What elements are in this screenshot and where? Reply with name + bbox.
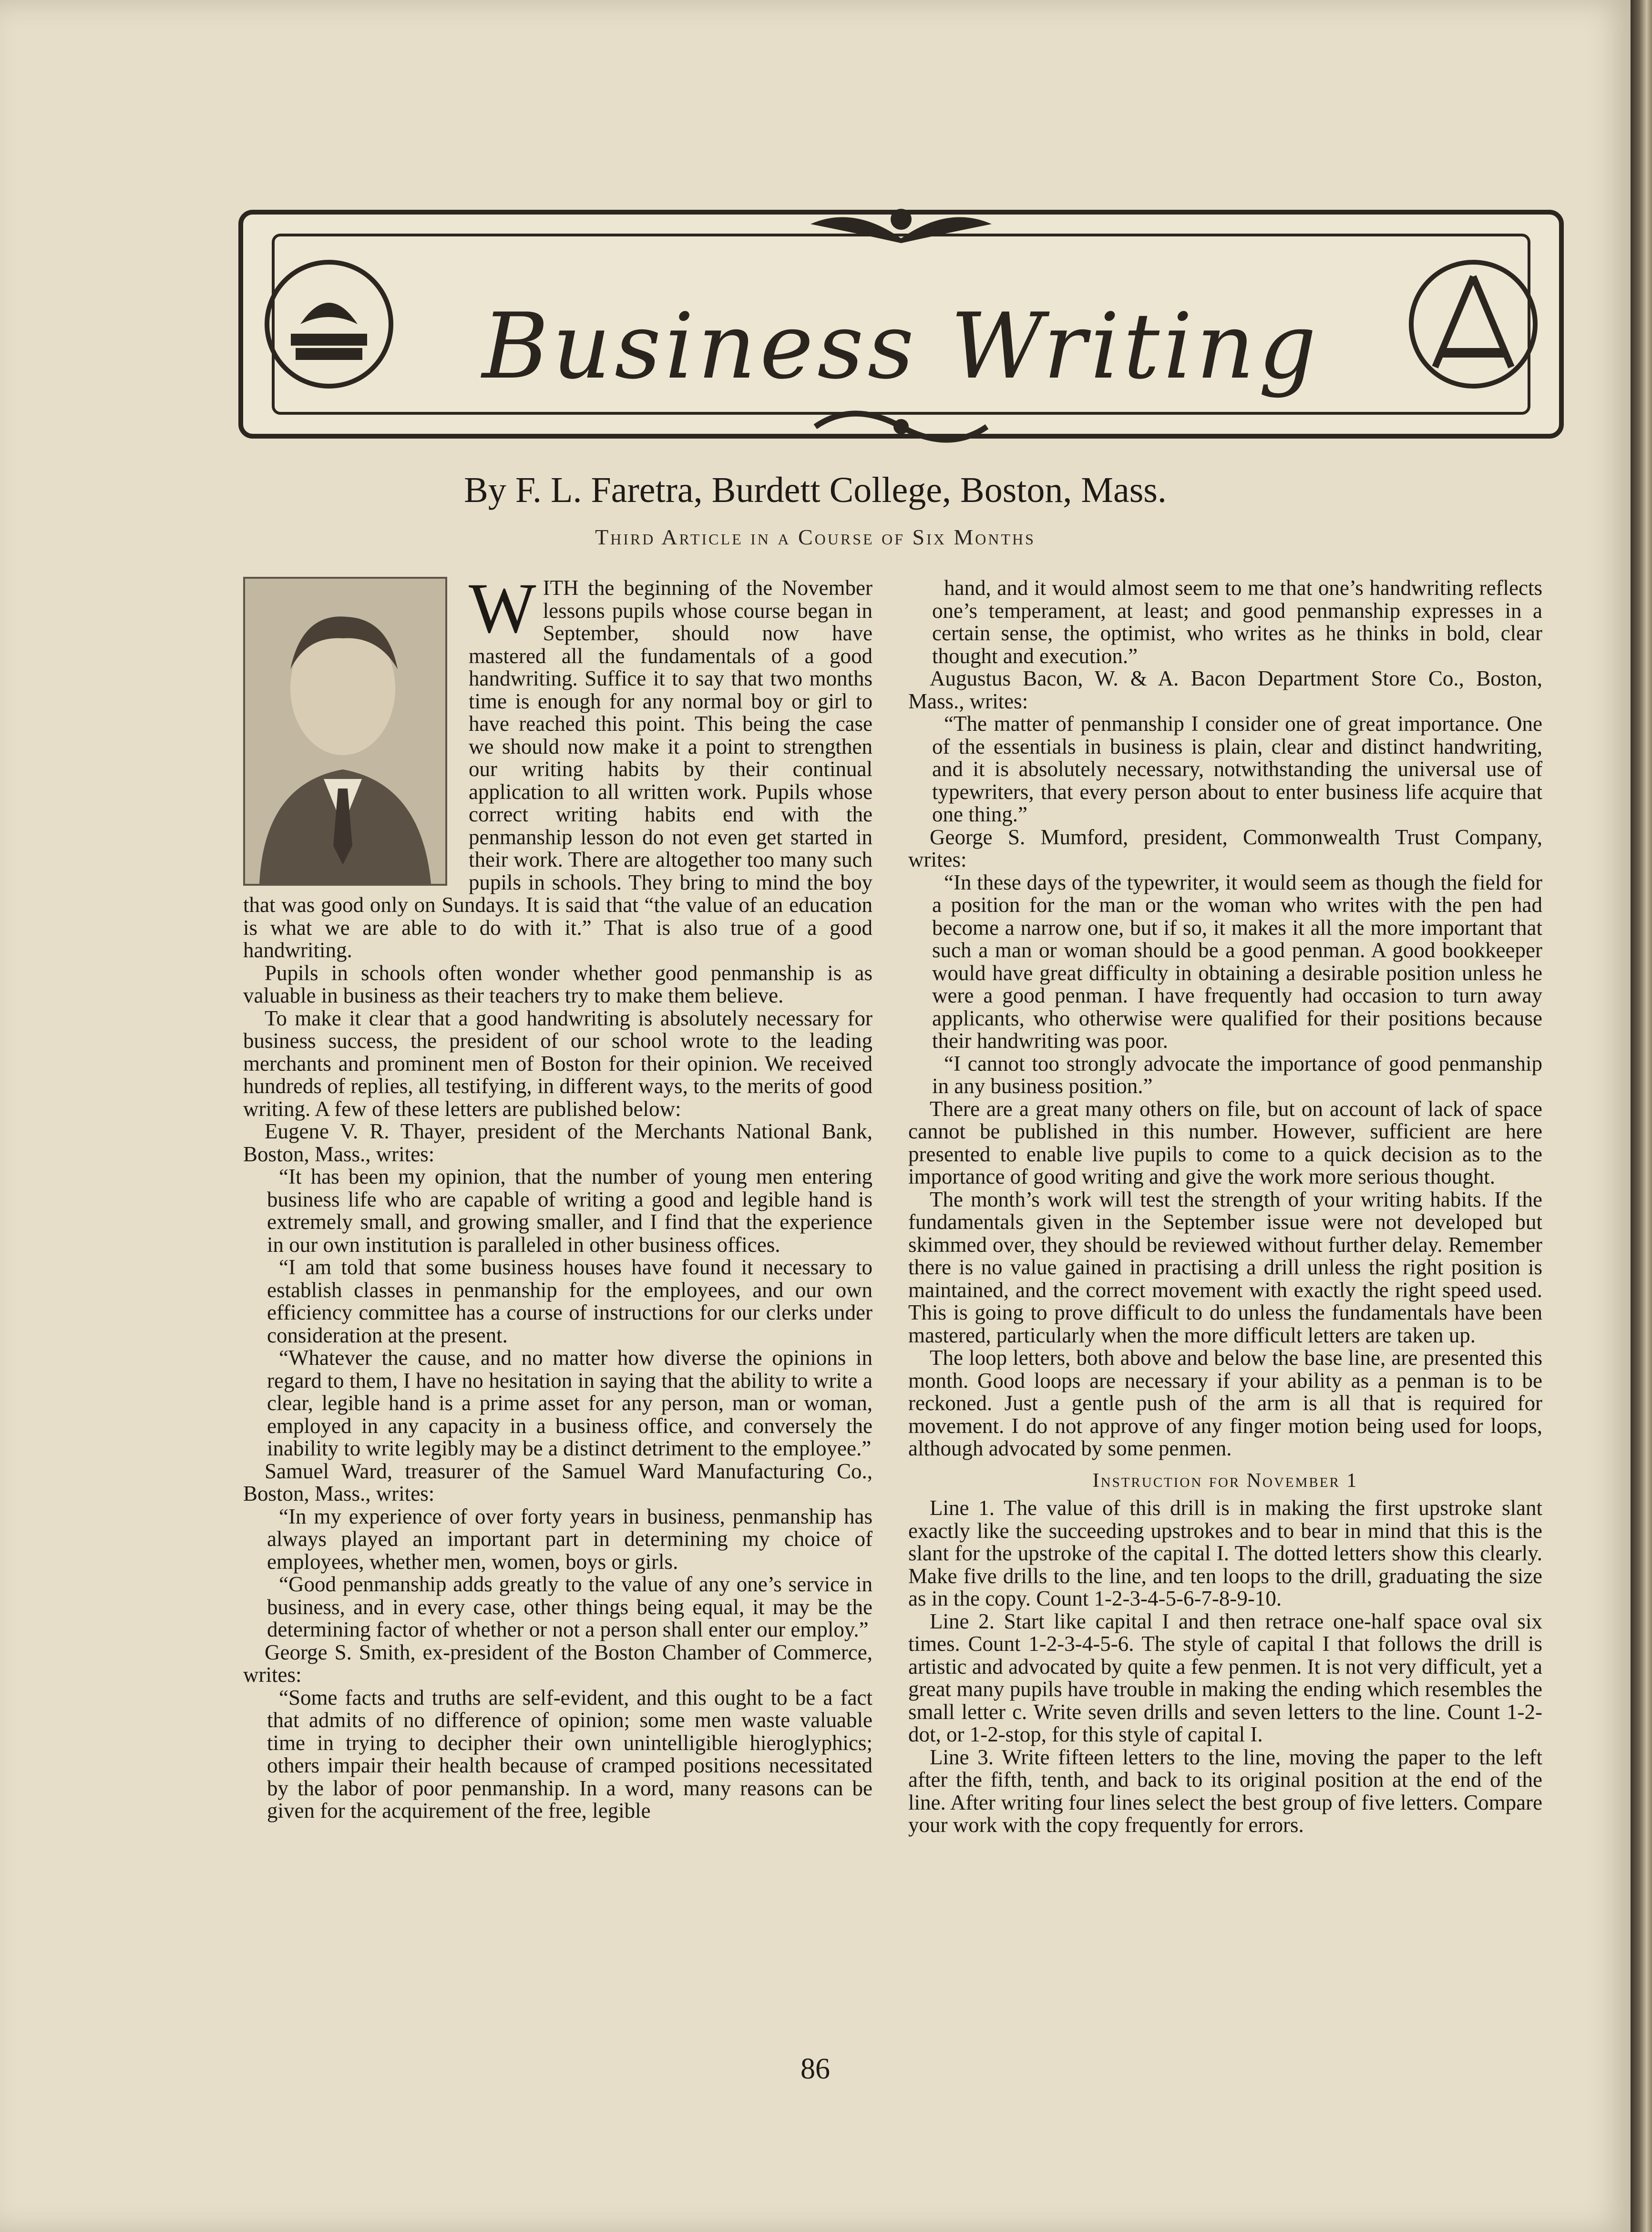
page-number: 86	[800, 2053, 830, 2085]
banner-title: Business Writing	[482, 294, 1320, 399]
paragraph: Eugene V. R. Thayer, president of the Merchants National Bank, Boston, Mass., writes:	[243, 1119, 872, 1166]
portrait-icon	[245, 579, 445, 884]
paragraph: Samuel Ward, treasurer of the Samuel Ward Manufacturing Co., Boston, Mass., writes:	[243, 1459, 872, 1505]
section-heading: Instruction for November 1	[1092, 1469, 1358, 1492]
left-column	[243, 569, 872, 1822]
paragraph: Line 1. The value of this drill is in making the first upstroke slant exactly like the succeeding upstrokes and to bear in mind that this is the slant for the upstroke of the capital I. The dotted letters show this clearly. Make five drills to the line, and ten loops to the drill, graduating the size as in the copy. Count 1-2-3-4-5-6-7-8-9-10.	[908, 1496, 1542, 1610]
right-column	[908, 577, 1542, 1837]
book-spine-edge	[1631, 0, 1652, 2232]
article-subtitle: Third Article in a Course of Six Months	[595, 525, 1036, 549]
quote-paragraph: “I cannot too strongly advocate the importance of good penmanship in any business position.”	[932, 1051, 1542, 1098]
paragraph: The month’s work will test the strength of your writing habits. If the fundamentals given in the September issue were not developed but skimmed over, they should be reviewed without further delay. Remember there is no value gained in practising a drill unless the right position is maintained, and the correct movement with exactly the right speed used. This is going to prove difficult to do unless the fundamentals have been mastered, particularly when the more difficult letters are taken up.	[908, 1187, 1542, 1347]
article-byline: By F. L. Faretra, Burdett College, Boston, Mass.	[464, 470, 1167, 510]
quote-paragraph: “The matter of penmanship I consider one of great importance. One of the essentials in business is plain, clear and distinct handwriting, and it is absolutely necessary, notwithstanding the universal use of typewriters, that every person about to enter business life acquire that one thing.”	[932, 712, 1542, 826]
banner-frame	[272, 234, 1530, 415]
header-banner	[238, 210, 1564, 439]
drop-cap: W	[469, 569, 536, 648]
quote-paragraph: hand, and it would almost seem to me that one’s handwriting reflects one’s temperament, at least; and good penmanship expresses in a certain sense, the optimist, who writes as he thinks in bold, clear thought and execution.”	[932, 576, 1542, 668]
paragraph: Augustus Bacon, W. & A. Bacon Department Store Co., Boston, Mass., writes:	[908, 666, 1542, 713]
quote-paragraph: “Good penmanship adds greatly to the value of any one’s service in business, and in every case, other things being equal, it may be the determining factor of whether or not a person shall enter our employ.”	[267, 1572, 872, 1641]
quote-paragraph: “In my experience of over forty years in business, penmanship has always played an important part in determining my choice of employees, whether men, women, boys or girls.	[267, 1504, 872, 1574]
quote-paragraph: “Some facts and truths are self-evident, and this ought to be a fact that admits of no difference of opinion; some men waste valuable time in trying to decipher their own unintelligible hieroglyphics; others impair their health because of cramped positions necessitated by the labor of poor penmanship. In a word, many reasons can be given for the acquirement of the free, legible	[267, 1685, 872, 1822]
paragraph: The loop letters, both above and below the base line, are presented this month. Good loops are necessary if your ability as a penman is to be reckoned. Just a gentle push of the arm is all that is required for movement. I do not approve of any finger motion being used for loops, although advocated by some penmen.	[908, 1346, 1542, 1460]
paragraph: To make it clear that a good handwriting is absolutely necessary for business success, the president of our school wrote to the leading merchants and prominent men of Boston for their opinion. We received hundreds of replies, all testifying, in different ways, to the merits of good writing. A few of these letters are published below:	[243, 1006, 872, 1121]
paragraph: George S. Mumford, president, Commonwealth Trust Company, writes:	[908, 825, 1542, 871]
quote-paragraph: “In these days of the typewriter, it would seem as though the field for a position for the man or the woman who writes with the pen had become a narrow one, but if so, it makes it all the more important that such a man or woman should be a good penman. A good bookkeeper would have great difficulty in obtaining a desirable position unless he were a good penman. I have frequently had occasion to turn away applicants, who otherwise were qualified for their positions because their handwriting was poor.	[932, 870, 1542, 1053]
quote-paragraph: “Whatever the cause, and no matter how diverse the opinions in regard to them, I have no hesitation in saying that the ability to write a clear, legible hand is a prime asset for any person, man or woman, employed in any capacity in a business office, and conversely the inability to write legibly may be a distinct detriment to the employee.”	[267, 1346, 872, 1460]
paragraph: George S. Smith, ex-president of the Boston Chamber of Commerce, writes:	[243, 1640, 872, 1687]
paragraph: ITH the beginning of the November lessons pupils whose course began in September, should now have mastered all the fundamentals of a good handwriting. Suffice it to say that two months time is enough for any normal boy or girl to have reached this point. This being the case we should now make it a point to strengthen our writing habits by their continual application to all written work. Pupils whose correct writing habits end with the penmanship lesson do not even get started in their work. There are altogether too many such pupils in schools. They bring to mind the boy that was good only on Sundays. It is said that “the value of an education is what we are able to do with it.” That is also true of a good handwriting.	[243, 576, 872, 962]
paragraph: Pupils in schools often wonder whether good penmanship is as valuable in business as their teachers try to make them believe.	[243, 961, 872, 1007]
paragraph: Line 2. Start like capital I and then retrace one-half space oval six times. Count 1-2-3-4-5-6. The style of capital I that follows the drill is artistic and advocated by quite a few penmen. It is not very difficult, yet a great many pupils have trouble in making the ending which resembles the small letter c. Write seven drills and seven letters to the line. Count 1-2-dot, or 1-2-stop, for this style of capital I.	[908, 1609, 1542, 1746]
paragraph: There are a great many others on file, but on account of lack of space cannot be published in this number. However, sufficient are here presented to enable live pupils to come to a quick decision as to the importance of good writing and give the work more serious thought.	[908, 1096, 1542, 1188]
quote-paragraph: “It has been my opinion, that the number of young men entering business life who are capable of writing a good and legible hand is extremely small, and growing smaller, and I find that the experience in our own institution is paralleled in other business offices.	[267, 1165, 872, 1257]
quote-paragraph: “I am told that some business houses have found it necessary to establish classes in penmanship for the employees, and our own efficiency committee has a course of instructions for our clerks under consideration at the present.	[267, 1255, 872, 1347]
paragraph: Line 3. Write fifteen letters to the line, moving the paper to the left after the fifth, tenth, and back to its original position at the end of the line. After writing four lines select the best group of five letters. Compare your work with the copy frequently for errors.	[908, 1745, 1542, 1837]
author-portrait	[243, 577, 447, 886]
